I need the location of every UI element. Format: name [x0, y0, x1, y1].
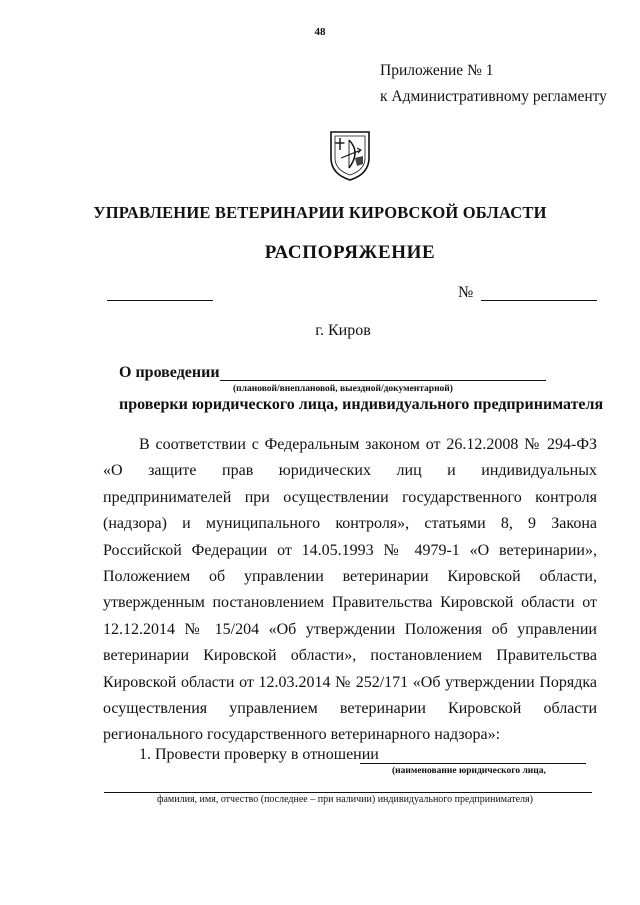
item-1-hint-2: фамилия, имя, отчество (последнее – при наличии) индивидуального предпринимателя) [157, 794, 533, 805]
page-number: 48 [314, 26, 326, 38]
organization-name: УПРАВЛЕНИЕ ВЕТЕРИНАРИИ КИРОВСКОЙ ОБЛАСТИ [93, 203, 547, 222]
subject-hint: (плановой/внеплановой, выездной/документарной) [233, 384, 453, 394]
city: г. Киров [315, 322, 371, 339]
document-type: РАСПОРЯЖЕНИЕ [264, 242, 436, 263]
item-1-blank-line-2 [104, 792, 592, 793]
item-1-text: 1. Провести проверку в отношении [139, 746, 379, 763]
appendix-title: Приложение № 1 [380, 62, 494, 79]
subject-prefix: О проведении [119, 364, 220, 381]
number-blank-line [481, 300, 597, 301]
item-1-hint-1: (наименование юридического лица, [392, 766, 546, 776]
number-label: № [458, 284, 474, 301]
body-paragraph: В соответствии с Федеральным законом от 26.12.2008 № 294-ФЗ «О защите прав юридических лиц и индивидуальных предпринимателей при осуществлении государственного контроля (надзора) и муниципального контроля», статьями 8, 9 Закона Российской Федерации от 14.05.1993 № 4979-1 «О ветеринарии», Положением об управлении ветеринарии Кировской области, утвержденным постановлением Правительства Кировской области от 12.12.2014 № 15/204 «Об утверждении Положения об управлении ветеринарии Кировской области», постановлением Правительства Кировской области от 12.03.2014 № 252/171 «Об утверждении Порядка осуществления управлением ветеринарии Кировской области регионального государственного ветеринарного надзора»: [103, 436, 597, 744]
subject-blank-line [220, 380, 546, 381]
date-blank-line [107, 300, 213, 301]
subject-line2: проверки юридического лица, индивидуального предпринимателя [119, 396, 604, 413]
kirov-coat-of-arms-icon [327, 128, 373, 182]
item-1-blank-line [360, 763, 586, 764]
appendix-reference: к Административному регламенту [380, 88, 607, 105]
